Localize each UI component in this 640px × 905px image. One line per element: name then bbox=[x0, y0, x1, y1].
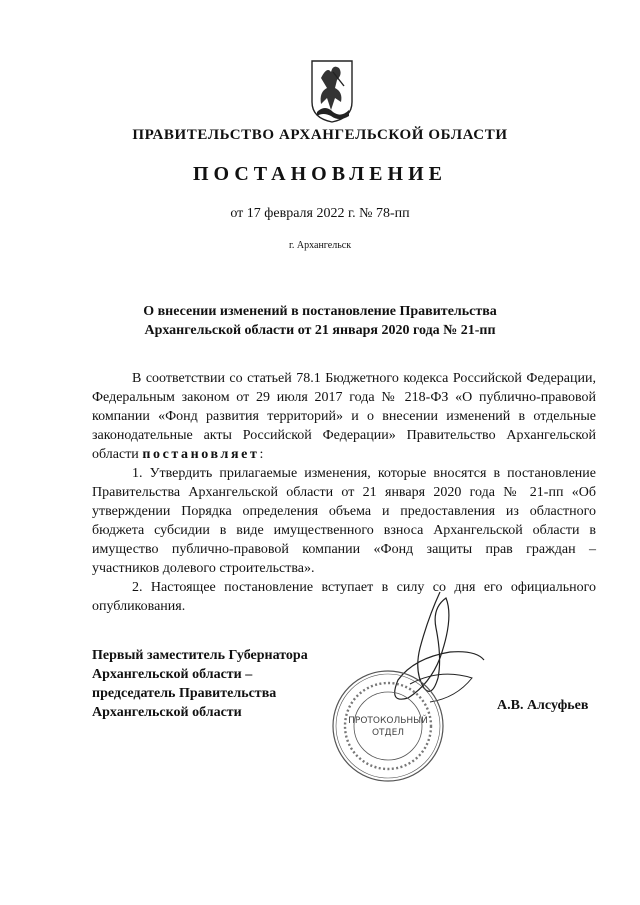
signatory-name: А.В. Алсуфьев bbox=[497, 698, 589, 713]
document-date-number: от 17 февраля 2022 г. № 78-пп bbox=[230, 206, 410, 221]
government-name: ПРАВИТЕЛЬСТВО АРХАНГЕЛЬСКОЙ ОБЛАСТИ bbox=[132, 127, 508, 143]
resolves-word: постановляет bbox=[142, 447, 260, 462]
document-title bbox=[0, 302, 640, 340]
stamp-text: ОТДЕЛ bbox=[371, 728, 405, 738]
preamble-paragraph: В соответствии со статьей 78.1 Бюджетного кодекса Российской Федерации, Федеральным законом от 29 июля 2017 года № 218-ФЗ «О публично-правовой компании «Фонд развития территорий» и о внесении изменений в отдельные законодательные акты Российской Федерации» Правительство Архангельской области постановляет: bbox=[92, 371, 596, 462]
item-2-paragraph: 2. Настоящее постановление вступает в силу со дня его официального опубликования. bbox=[92, 580, 596, 614]
document-body bbox=[92, 369, 596, 616]
document-type-heading: ПОСТАНОВЛЕНИЕ bbox=[193, 163, 447, 185]
signatory-position-line: Первый заместитель Губернатора bbox=[92, 648, 308, 663]
signatory-position bbox=[92, 646, 308, 722]
item-1-paragraph: 1. Утвердить прилагаемые изменения, которые вносятся в постановление Правительства Архангельской области от 21 января 2020 года № 21-пп «Об утверждении Порядка определения объема и предоставления из областного бюджета субсидии в виде имущественного взноса Архангельской области в имущество публично-правовой компании «Фонд защиты прав граждан – участников долевого строительства». bbox=[92, 466, 596, 576]
signatory-position-line: Архангельской области bbox=[92, 705, 242, 720]
signatory-position-line: Архангельской области – bbox=[92, 667, 253, 682]
document-title-line: О внесении изменений в постановление Правительства bbox=[143, 304, 497, 319]
signatory-position-line: председатель Правительства bbox=[92, 686, 277, 701]
coat-of-arms-icon bbox=[309, 58, 355, 124]
document-title-line: Архангельской области от 21 января 2020 года № 21-пп bbox=[144, 323, 496, 338]
official-stamp bbox=[328, 666, 448, 786]
stamp-text: ПРОТОКОЛЬНЫЙ bbox=[348, 716, 428, 726]
document-city: г. Архангельск bbox=[288, 240, 352, 251]
preamble-text: В соответствии со статьей 78.1 Бюджетного кодекса Российской Федерации, Федеральным законом от 29 июля 2017 года № 218-ФЗ «О публично-правовой компании «Фонд развития территорий» и о внесении изменений в отдельные законодательные акты Российской Федерации» Правительство Архангельской области bbox=[92, 371, 596, 462]
